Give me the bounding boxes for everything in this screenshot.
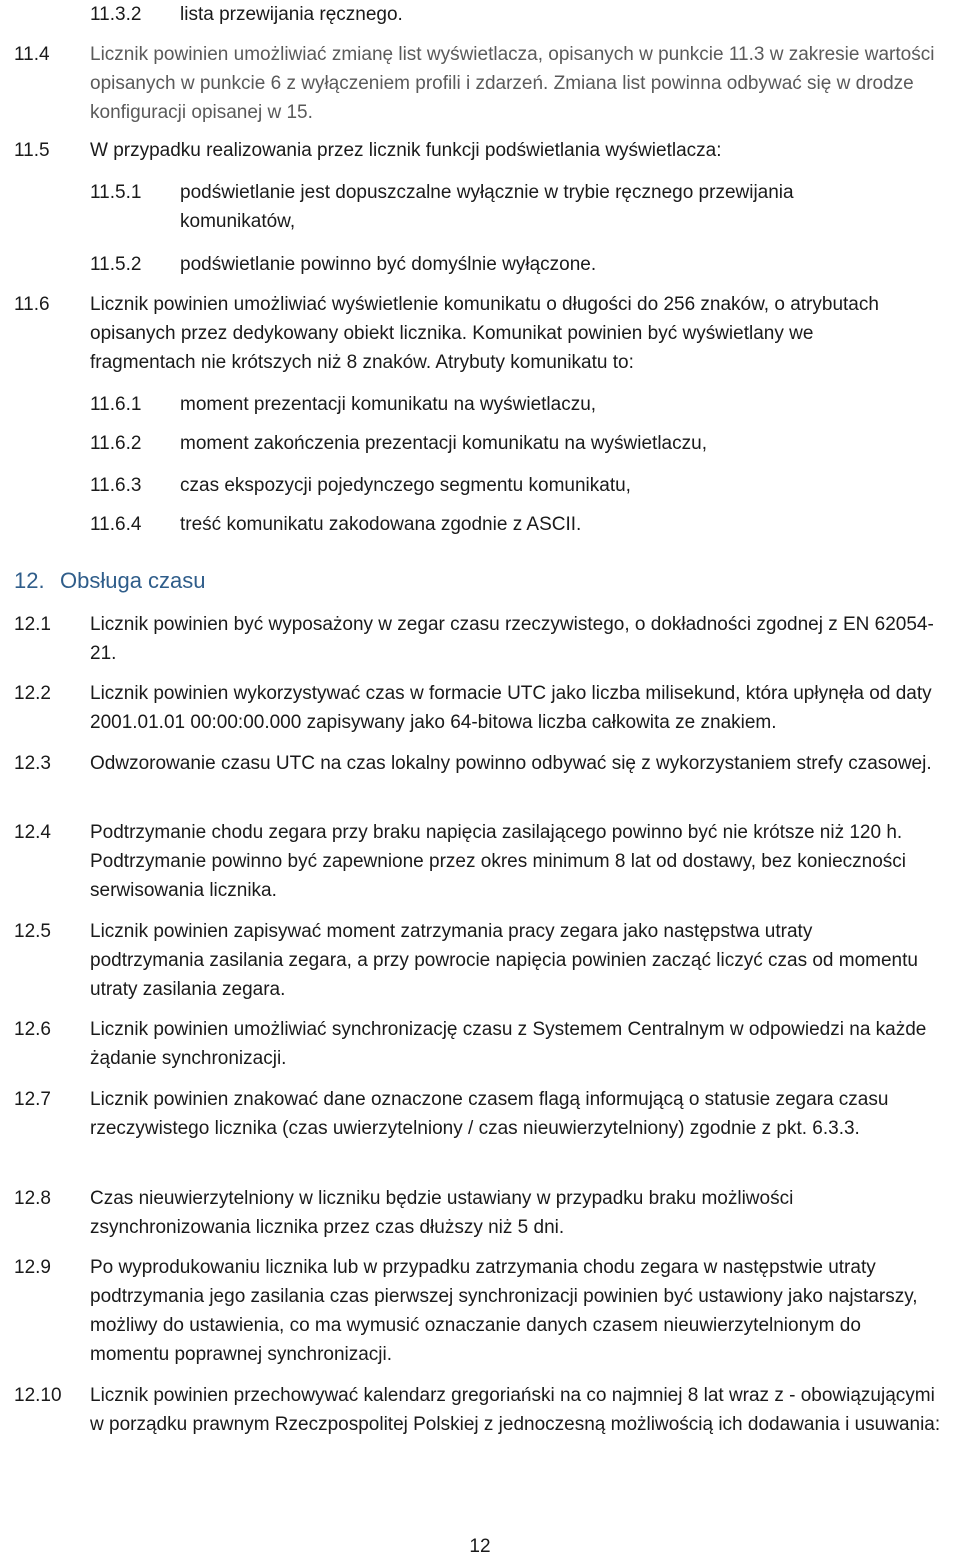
item-text: Licznik powinien zapisywać moment zatrzymania pracy zegara jako następstwa utraty podtrzymania zasilania zegara, a przy powrocie napięcia powinien zacząć liczyć czas od momentu utraty zasilania zegara. — [90, 921, 918, 1000]
item-text: moment zakończenia prezentacji komunikatu na wyświetlaczu, — [180, 433, 707, 454]
item-number: 12.8 — [14, 1188, 51, 1209]
page-number: 12 — [469, 1536, 491, 1557]
item-number: 12.3 — [14, 753, 51, 774]
item-text: Licznik powinien znakować dane oznaczone czasem flagą informującą o statusie zegara czasu rzeczywistego licznika (czas uwierzytelniony / czas nieuwierzytelniony) zgodnie z pkt. 6.3.3. — [90, 1089, 889, 1139]
item-text: treść komunikatu zakodowana zgodnie z ASCII. — [180, 514, 582, 535]
item-text: Licznik powinien umożliwiać synchronizację czasu z Systemem Centralnym w odpowiedzi na każde żądanie synchronizacji. — [90, 1019, 927, 1069]
item-text: podświetlanie powinno być domyślnie wyłączone. — [180, 254, 597, 275]
item-number: 12.1 — [14, 614, 51, 635]
item-number: 11.6.3 — [90, 475, 142, 496]
item-text: moment prezentacji komunikatu na wyświetlaczu, — [180, 394, 597, 415]
item-number: 11.6.4 — [90, 514, 142, 535]
item-text: Podtrzymanie chodu zegara przy braku napięcia zasilającego powinno być nie krótsze niż 120 h. Podtrzymanie powinno być zapewnione przez okres minimum 8 lat od dostawy, bez konieczności serwisowania licznika. — [90, 822, 906, 901]
section-title: Obsługa czasu — [60, 568, 206, 593]
item-number: 12.10 — [14, 1385, 62, 1406]
item-text: Licznik powinien wykorzystywać czas w formacie UTC jako liczba milisekund, która upłynęła od daty 2001.01.01 00:00:00.000 zapisywany jako 64-bitowa liczba całkowita ze znakiem. — [90, 683, 932, 733]
item-number: 11.5.1 — [90, 182, 142, 203]
item-text: Licznik powinien być wyposażony w zegar czasu rzeczywistego, o dokładności zgodnej z EN 62054-21. — [90, 614, 934, 664]
item-number: 11.3.2 — [90, 4, 142, 25]
item-number: 11.6.2 — [90, 433, 142, 454]
item-number: 11.6.1 — [90, 394, 142, 415]
item-text: lista przewijania ręcznego. — [180, 4, 403, 25]
item-text: Licznik powinien umożliwiać zmianę list wyświetlacza, opisanych w punkcie 11.3 w zakresie wartości opisanych w punkcie 6 z wyłączeniem profili i zdarzeń. Zmiana list powinna odbywać się w drodze konfiguracji opisanej w 15. — [90, 44, 935, 123]
item-number: 12.2 — [14, 683, 51, 704]
item-number: 12.6 — [14, 1019, 51, 1040]
item-text: W przypadku realizowania przez licznik funkcji podświetlania wyświetlacza: — [90, 140, 722, 161]
item-number: 12.4 — [14, 822, 51, 843]
item-text: Licznik powinien przechowywać kalendarz gregoriański na co najmniej 8 lat wraz z - obowiązującymi w porządku prawnym Rzeczpospolitej Polskiej z jednoczesną możliwością ich dodawania i usuwania: — [90, 1385, 941, 1435]
item-text: Licznik powinien umożliwiać wyświetlenie komunikatu o długości do 256 znaków, o atrybutach opisanych przez dedykowany obiekt licznika. Komunikat powinien być wyświetlany we fragmentach nie krótszych niż 8 znaków. Atrybuty komunikatu to: — [90, 294, 879, 373]
item-number: 11.5.2 — [90, 254, 142, 275]
item-number: 11.5 — [14, 140, 50, 161]
item-text: czas ekspozycji pojedynczego segmentu komunikatu, — [180, 475, 631, 496]
item-text: Czas nieuwierzytelniony w liczniku będzie ustawiany w przypadku braku możliwości zsynchronizowania licznika przez czas dłuższy niż 5 dni. — [90, 1188, 794, 1238]
item-text: podświetlanie jest dopuszczalne wyłącznie w trybie ręcznego przewijania komunikatów, — [180, 182, 794, 232]
item-text: Po wyprodukowaniu licznika lub w przypadku zatrzymania chodu zegara w następstwie utraty podtrzymania jego zasilania czas pierwszej synchronizacji powinien być ustawiony jako najstarszy, możliwy do ustawienia, co ma wymusić oznaczanie danych czasem nieuwierzytelnionym do momentu poprawnej synchronizacji. — [90, 1257, 918, 1365]
item-number: 11.6 — [14, 294, 50, 315]
item-text: Odwzorowanie czasu UTC na czas lokalny powinno odbywać się z wykorzystaniem strefy czasowej. — [90, 753, 932, 774]
item-number: 12.5 — [14, 921, 51, 942]
item-number: 11.4 — [14, 44, 50, 65]
item-number: 12.7 — [14, 1089, 51, 1110]
section-heading — [14, 566, 206, 595]
item-number: 12.9 — [14, 1257, 51, 1278]
section-number: 12. — [14, 568, 45, 593]
